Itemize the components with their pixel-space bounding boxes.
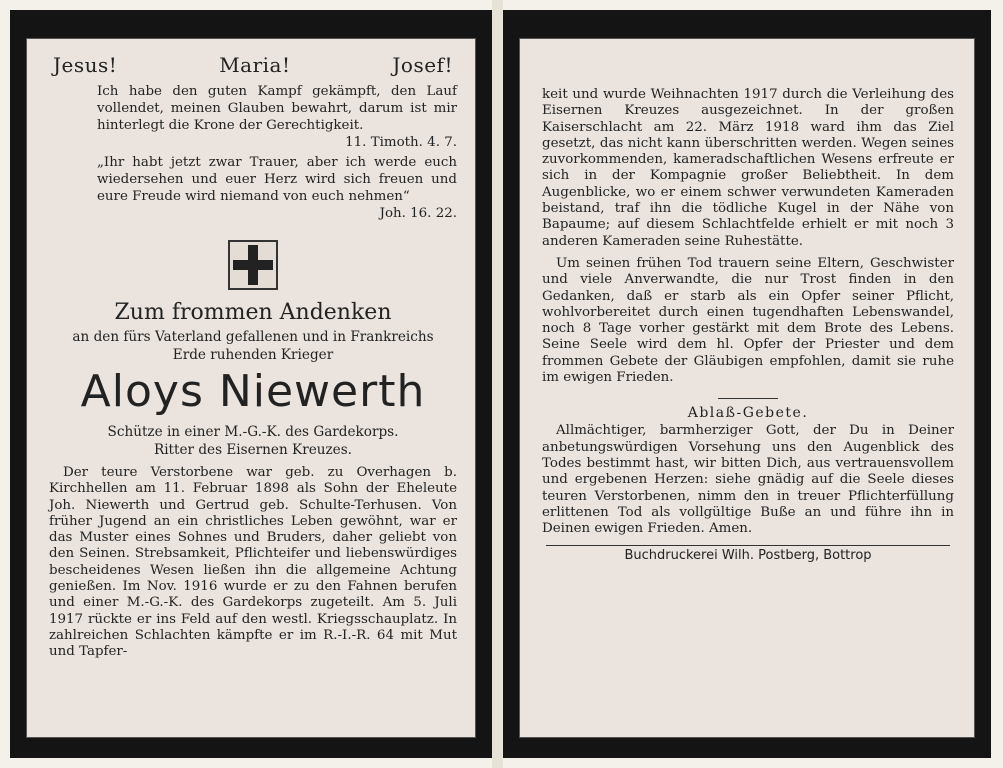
jesus-maria-josef-header: [53, 53, 453, 77]
left-card-panel: [10, 10, 492, 758]
memorial-heading: Zum frommen Andenken: [114, 300, 392, 325]
section-divider: [718, 398, 778, 399]
cross-wrap: [49, 240, 457, 290]
printer-credit: Buchdruckerei Wilh. Postberg, Bottrop: [624, 548, 872, 564]
header-jesus: Jesus!: [53, 53, 118, 77]
deceased-name: Aloys Niewerth: [80, 366, 426, 417]
footer-divider: [546, 545, 950, 546]
prayer-text: Allmächtiger, barmherziger Gott, der Du in Deiner anbetungswürdigen Vorsehung uns den Augenblick des Todes bestimmt hast, wir bitten Dich, aus vertrauensvollem und ergebenen Herzen: siehe gnädig auf die Seele dieses teuren Verstorbenen, nimm den in treuer Pflichterfüllung erlittenen Tod als vollgültige Buße an und führe ihn in Deinen ewigen Frieden. Amen.: [542, 423, 954, 537]
dedication-text: an den fürs Vaterland gefallenen und in Frankreichs Erde ruhenden Krieger: [72, 329, 434, 363]
card-fold: [492, 0, 503, 768]
left-card-content: [49, 53, 457, 661]
biography-text: Der teure Verstorbene war geb. zu Overhagen b. Kirchhellen am 11. Februar 1898 als Sohn der Eheleute Joh. Niewerth und Gertrud geb. Schulte-Terhusen. Von früher Jugend an ein christliches Leben gewöhnt, war er das Muster eines Sohnes und Bruders, daher geliebt von den Seinen. Strebsamkeit, Pflichteifer und liebenswürdiges bescheidenes Wesen ließen ihn die allgemeine Achtung genießen. Im Nov. 1916 wurde er zu den Fahnen berufen und einer M.-G.-K. des Gardekorps zugeteilt. Am 5. Juli 1917 rückte er ins Feld auf den westl. Kriegsschauplatz. In zahlreichen Schlachten kämpfte er im R.-I.-R. 64 mit Mut und Tapfer-: [49, 465, 457, 660]
left-card-inner: [26, 38, 476, 738]
bible-ref-timothy: 11. Timoth. 4. 7.: [345, 135, 457, 150]
rank-line: Schütze in einer M.-G.-K. des Gardekorps.: [107, 424, 399, 440]
right-card-panel: [503, 10, 991, 758]
biography-continuation: keit und wurde Weihnachten 1917 durch die Verleihung des Eisernen Kreuzes ausgezeichnet. In der großen Kaiserschlacht am 22. März 1918 ward ihm das Ziel gesetzt, das nicht kann überschritten werden. Wegen seines zuvorkommenden, kameradschaftlichen Wesens erfreute er sich in der Kompagnie großer Beliebtheit. In dem Augenblicke, wo er einem schwer verwundeten Kameraden beistand, traf ihn die tödliche Kugel in der Nähe von Bapaume; auf diesem Schlachtfelde erhielt er mit noch 3 anderen Kameraden seine Ruhestätte.: [542, 87, 954, 249]
bible-quote-timothy: Ich habe den guten Kampf gekämpft, den Lauf vollendet, meinen Glauben bewahrt, darum ist mir hinterlegt die Krone der Gerechtigkeit.: [97, 84, 457, 133]
honor-line: Ritter des Eisernen Kreuzes.: [153, 442, 353, 458]
right-card-inner: [519, 38, 975, 738]
header-maria: Maria!: [219, 53, 291, 77]
prayer-title: Ablaß-Gebete.: [687, 405, 809, 422]
header-josef: Josef!: [392, 53, 453, 77]
bible-quote-john: „Ihr habt jetzt zwar Trauer, aber ich werde euch wiedersehen und euer Herz wird sich freuen und eure Freude wird niemand von euch nehmen“: [97, 155, 457, 204]
right-card-content: [542, 87, 954, 563]
mourning-text: Um seinen frühen Tod trauern seine Eltern, Geschwister und viele Anverwandte, die nur Trost finden in den Gedanken, daß er starb als ein Opfer seiner Pflicht, wohlvorbereitet durch einen tugendhaften Lebenswandel, noch 8 Tage vorher gestärkt mit dem Brote des Lebens. Seine Seele wird dem hl. Opfer der Priester und dem frommen Gebete der Gläubigen empfohlen, damit sie ruhe im ewigen Frieden.: [542, 255, 954, 386]
bible-ref-john: Joh. 16. 22.: [379, 206, 457, 221]
iron-cross-icon: [228, 240, 278, 290]
